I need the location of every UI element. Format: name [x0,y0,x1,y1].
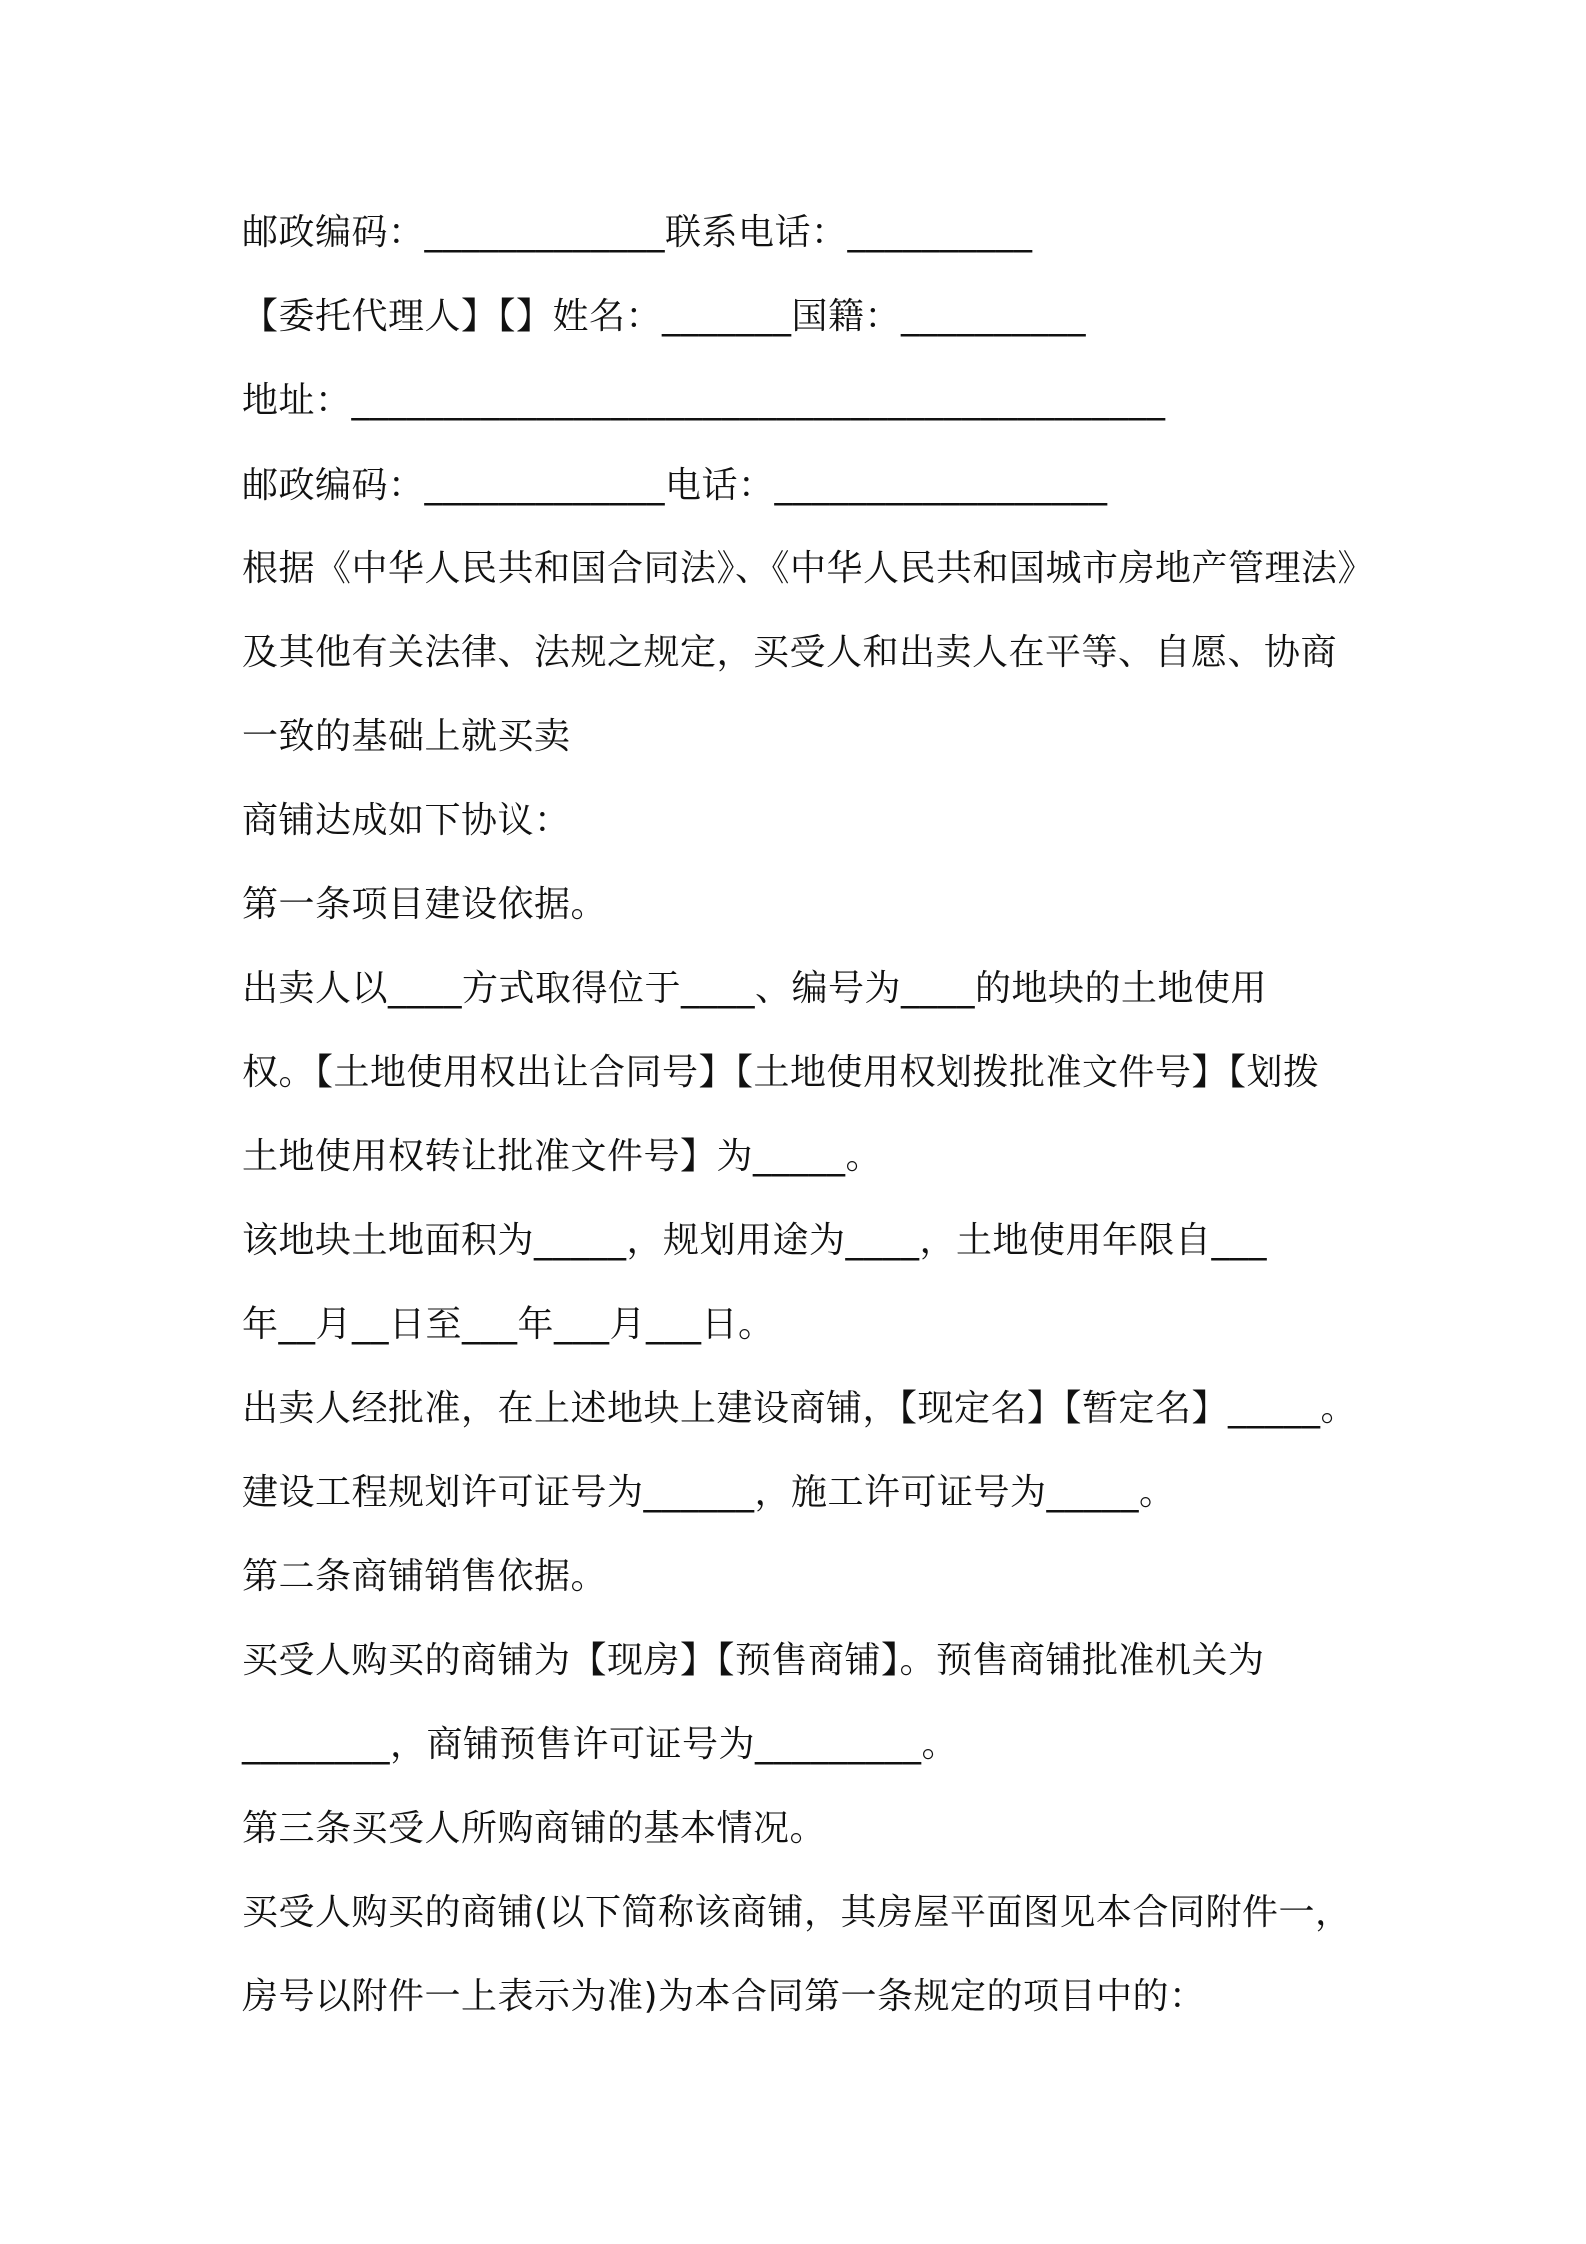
article-2-text-1: 买受人购买的商铺为【现房】【预售商铺】。预售商铺批准机关为 [242,1640,1265,1681]
article-1-text-3: 土地使用权转让批准文件号】为_____。 [242,1136,883,1177]
postcode-phone-line: 邮政编码：_____________联系电话：__________ [242,212,1033,253]
legal-basis-line-1: 根据《中华人民共和国合同法》、《中华人民共和国城市房地产管理法》 [242,548,1375,589]
article-1-text-1: 出卖人以____方式取得位于____、编号为____的地块的土地使用 [242,968,1268,1009]
legal-basis-line-3: 一致的基础上就买卖 [242,716,571,757]
article-1-heading: 第一条项目建设依据。 [242,884,608,925]
legal-basis-line-2: 及其他有关法律、法规之规定，买受人和出卖人在平等、自愿、协商 [242,632,1338,673]
agent-name-nationality-line: 【委托代理人】【】姓名：_______国籍：__________ [242,296,1087,337]
article-3-heading: 第三条买受人所购商铺的基本情况。 [242,1808,827,1849]
article-3-text-2: 房号以附件一上表示为准)为本合同第一条规定的项目中的： [242,1976,1206,2017]
article-3-text-1: 买受人购买的商铺(以下简称该商铺，其房屋平面图见本合同附件一， [242,1892,1352,1933]
article-2-heading: 第二条商铺销售依据。 [242,1556,608,1597]
article-1-text-2: 权。【土地使用权出让合同号】【土地使用权划拨批准文件号】【划拨 [242,1052,1320,1093]
article-1-text-7: 建设工程规划许可证号为______，施工许可证号为_____。 [242,1472,1176,1513]
address-line: 地址：____________________________________________ [242,380,1166,421]
article-1-text-6: 出卖人经批准，在上述地块上建设商铺，【现定名】【暂定名】_____。 [242,1388,1358,1429]
agreement-intro-line: 商铺达成如下协议： [242,800,571,841]
article-2-text-2: ________，商铺预售许可证号为_________。 [242,1724,959,1765]
article-1-text-5: 年__月__日至___年___月___日。 [242,1304,775,1345]
article-1-text-4: 该地块土地面积为_____，规划用途为____，土地使用年限自___ [242,1220,1268,1261]
postcode-phone-line-2: 邮政编码：_____________电话：__________________ [242,465,1108,506]
